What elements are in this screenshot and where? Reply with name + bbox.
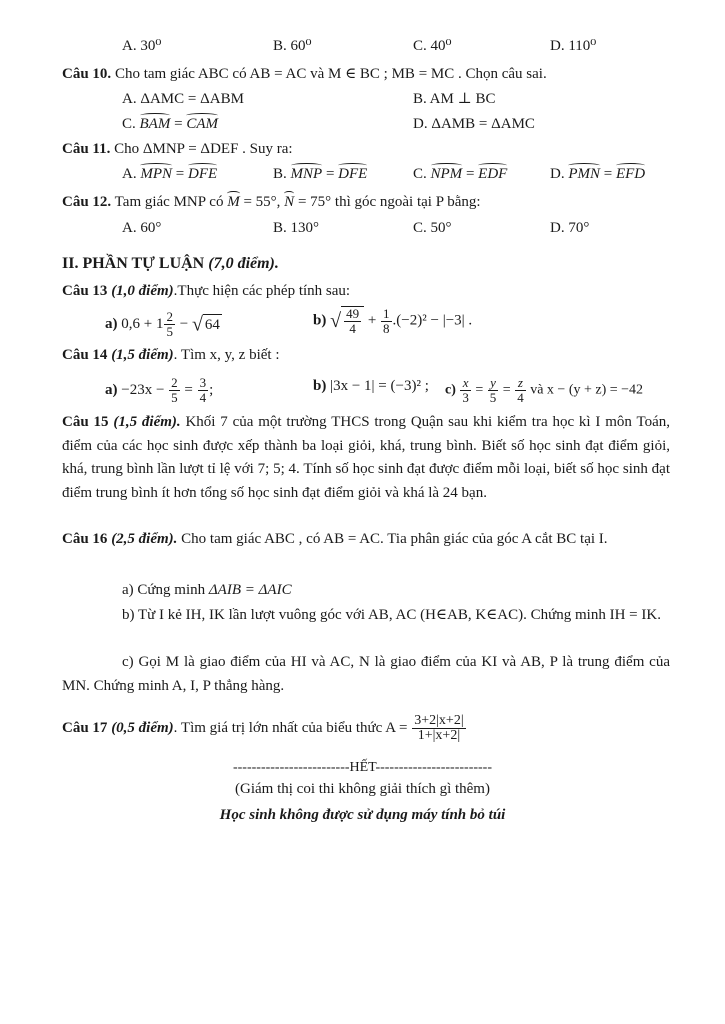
q14-part-b: b) |3x − 1| = (−3)² ; xyxy=(313,378,429,394)
q10-option-d: D. ΔAMB = ΔAMC xyxy=(413,116,535,132)
q9-option-d: D. 110⁰ xyxy=(550,38,597,54)
q17-label: Câu 17 xyxy=(62,719,108,736)
q16-question: Câu 16 (2,5 điểm). Cho tam giác ABC , có AB = AC. Tia phân giác của góc A cắt BC tại I. xyxy=(62,531,608,547)
q12-option-c: C. 50° xyxy=(413,220,452,236)
q13-part-b: b) √ $\frac{49}{4}$ + $\frac{1}{8}$ .(−2)² − |−3| . xyxy=(313,305,473,336)
proctor-note: (Giám thị coi thi không giải thích gì thêm) xyxy=(235,781,490,797)
q16-part-b: b) Từ I kẻ IH, IK lần lượt vuông góc với AB, AC (H∈AB, K∈AC). Chứng minh IH = IK. xyxy=(122,607,661,623)
q12-question: Câu 12. Tam giác MNP có M = 55°, N = 75° thì góc ngoài tại P bằng: xyxy=(62,194,481,210)
q15-text: Khối 7 của một trường THCS trong Quận sau khi kiểm tra học kì I môn Toán, điểm của các học sinh được xếp thành ba loại giỏi, khá, trung bình. Biết số học sinh đạt điểm giỏi, khá, trung bình lần lượt tỉ lệ với 7; 5; 4. Tính số học sinh đạt được điểm mỗi loại, biết số học sinh đạt điểm trung bình ít hơn tổng số học sinh đạt điểm giỏi và khá là 24 bạn. xyxy=(62,414,670,501)
q12-option-d: D. 70° xyxy=(550,220,590,236)
q9-option-a: A. 30⁰ xyxy=(122,38,162,54)
end-marker: -------------------------HẾT------------------------- xyxy=(232,760,493,775)
q12-option-b: B. 130° xyxy=(273,220,320,236)
q10-label: Câu 10. xyxy=(62,66,112,82)
q10-option-b: B. AM ⊥ BC xyxy=(413,91,496,107)
q14-part-c: c) $\frac{x}{3}$ = $\frac{y}{5}$ = $\frac{z}{4}$ và x − (y + z) = −42 xyxy=(445,375,644,405)
q16-part-c: c) Gọi M là giao điểm của HI và AC, N là giao điểm của KI và AB, P là trung điểm của MN. Chứng minh A, I, P thẳng hàng. xyxy=(62,654,670,694)
q17-question: Câu 17 (0,5 điểm). Tìm giá trị lớn nhất của biểu thức A = $\frac{3+2|x+2|}{1+|x+2|}$ xyxy=(62,713,464,743)
q11-option-d: D. PMN = EFD xyxy=(550,166,646,182)
q12-option-a: A. 60° xyxy=(122,220,162,236)
q10-option-a: A. ΔAMC = ΔABM xyxy=(122,91,244,107)
q13-label: Câu 13 xyxy=(62,283,108,299)
q12-label: Câu 12. xyxy=(62,194,112,210)
q14-question: Câu 14 (1,5 điểm). Tìm x, y, z biết : xyxy=(62,347,280,363)
q11-label: Câu 11. xyxy=(62,141,111,157)
q11-text: Cho ΔMNP = ΔDEF . Suy ra: xyxy=(110,141,293,157)
q9-option-c: C. 40⁰ xyxy=(413,38,452,54)
calculator-rule: Học sinh không được sử dụng máy tính bỏ túi xyxy=(219,807,506,823)
q14-part-a: a) −23x − $\frac{2}{5}$ = $\frac{3}{4}$ ; xyxy=(105,375,214,405)
q10-text: Cho tam giác ABC có AB = AC và M ∈ BC ; MB = MC . Chọn câu sai. xyxy=(111,66,547,82)
q16-part-a: a) Cứng minh ΔAIB = ΔAIC xyxy=(122,582,292,598)
q15-label: Câu 15 xyxy=(62,414,109,430)
q13-part-a: a) 0,6 + 1 $\frac{2}{5}$ − √ 64 xyxy=(105,309,220,339)
q13-question: Câu 13 (1,0 điểm).Thực hiện các phép tính sau: xyxy=(62,283,351,299)
q10-question xyxy=(62,64,547,84)
q16-text: Cho tam giác ABC , có AB = AC. Tia phân giác của góc A cắt BC tại I. xyxy=(177,531,608,547)
q15-question: Câu 15 (1,5 điểm). Khối 7 của một trường THCS trong Quận sau khi kiểm tra học kì I môn Toán, điểm của các học sinh được xếp thành ba loại giỏi, khá, trung bình. Biết số học sinh đạt điểm giỏi, khá, trung bình lần lượt tỉ lệ với 7; 5; 4. Tính số học sinh đạt được điểm mỗi loại, biết số học sinh đạt điểm trung bình ít hơn tổng số học sinh đạt điểm giỏi và khá là 24 bạn. xyxy=(62,414,670,501)
q11-option-b: B. MNP = DFE xyxy=(273,166,368,182)
q16-label: Câu 16 xyxy=(62,531,108,547)
q11-option-c: C. NPM = EDF xyxy=(413,166,508,182)
q11-question xyxy=(62,139,293,159)
part2-heading: II. PHẦN TỰ LUẬN (7,0 điểm). xyxy=(62,255,279,272)
q11-option-a: A. MPN = DFE xyxy=(122,166,218,182)
q9-option-b: B. 60⁰ xyxy=(273,38,312,54)
q10-option-c: C. BAM = CAM xyxy=(122,116,218,132)
q14-label: Câu 14 xyxy=(62,347,108,363)
